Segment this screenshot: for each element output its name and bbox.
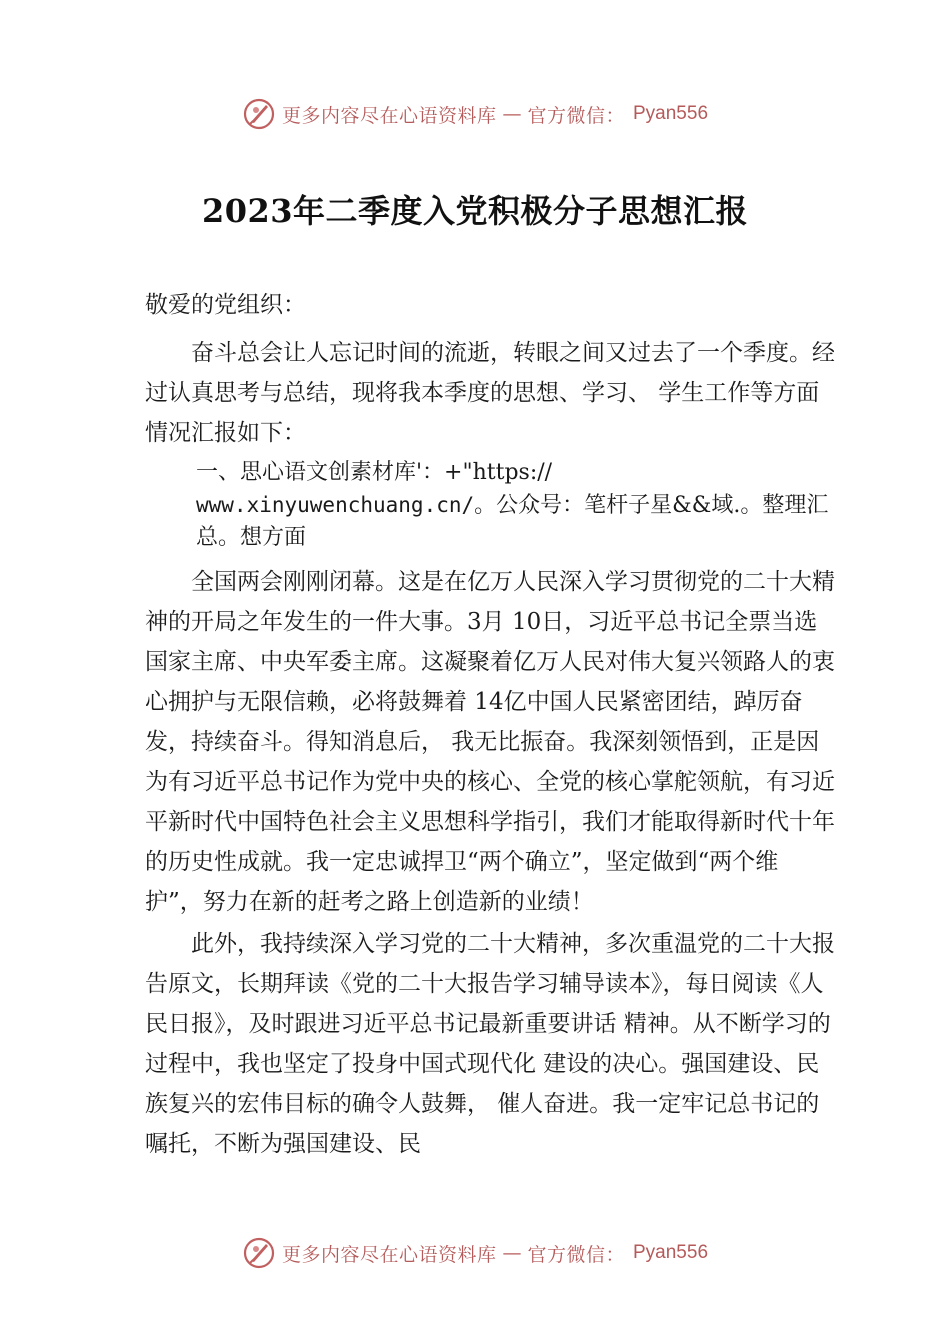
section-note-url: www.xinyuwenchuang.cn/ (196, 493, 475, 517)
document-title: 2023年二季度入党积极分子思想汇报 (201, 192, 749, 230)
paragraph-study: 此外，我持续深入学习党的二十大精神，多次重温党的二十大报告原文，长期拜读《党的二十大报告学习辅导读本》，每日阅读《人民日报》，及时跟进习近平总书记最新重要讲话 精神。从不断学习的过程中，我也坚定了投身中国式现代化 建设的决心。强国建设、民族复兴的宏伟目标的确令人鼓舞， 催人奋进。我一定牢记总书记的嘱托，不断为强国建设、民 (145, 931, 835, 1157)
banner-separator: — (502, 103, 522, 125)
paragraph-two-sessions: 全国两会刚刚闭幕。这是在亿万人民深入学习贯彻党的二十大精神的开局之年发生的一件大事。3月 10日，习近平总书记全票当选国家主席、中央军委主席。这凝聚着亿万人民对伟大复兴领路人的衷心拥护与无限信赖，必将鼓舞着 14亿中国人民紧密团结，踔厉奋发，持续奋斗。得知消息后， 我无比振奋。我深刻领悟到，正是因为有习近平总书记作为党中央的核心、全党的核心掌舵领航，有习近平新时代中国特色社会主义思想科学指引，我们才能取得新时代十年的历史性成就。我一定忠诚捍卫“两个确立”，坚定做到“两个维护”，努力在新的赶考之路上创造新的业绩！ (145, 569, 835, 915)
salutation: 敬爱的党组织： (145, 292, 306, 318)
footer-brand-text: 更多内容尽在心语资料库 (281, 1243, 497, 1266)
section-note (145, 457, 835, 554)
section-note-suffix: 。公众号：笔杆子星&&域.。整理汇总。想方面 (196, 493, 829, 550)
banner-wechat-id: Pyan556 (633, 103, 709, 124)
footer-wechat-id: Pyan556 (633, 1242, 709, 1263)
footer-banner (0, 1231, 950, 1275)
section-note-prefix: 一、思心语文创素材库'：+"https:// (196, 460, 553, 485)
header-banner (0, 92, 950, 136)
quill-pen-in-circle-icon (242, 1236, 276, 1270)
paragraph-intro: 奋斗总会让人忘记时间的流逝，转眼之间又过去了一个季度。经过认真思考与总结，现将我本季度的思想、学习、 学生工作等方面情况汇报如下： (145, 340, 835, 446)
footer-wechat-label: 官方微信： (527, 1243, 625, 1266)
footer-separator: — (502, 1242, 522, 1264)
banner-wechat-label: 官方微信： (527, 104, 625, 127)
banner-brand-text: 更多内容尽在心语资料库 (281, 104, 497, 127)
document-body (145, 285, 835, 1164)
quill-pen-in-circle-icon (242, 97, 276, 131)
